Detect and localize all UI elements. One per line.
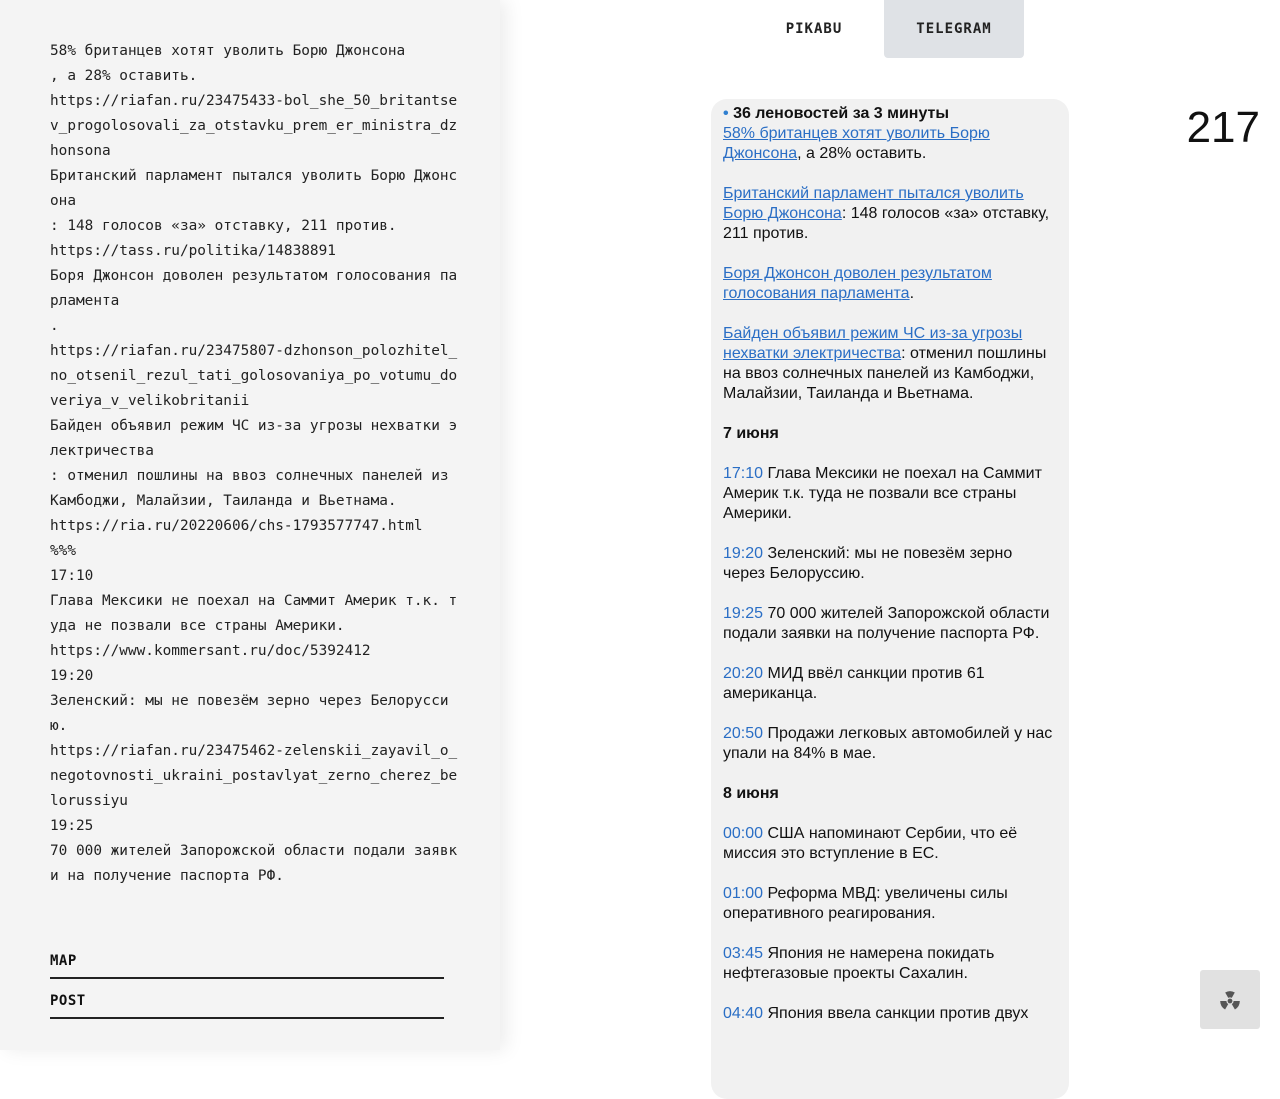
news-link[interactable]: Байден объявил режим ЧС из-за угрозы нехватки электричества [723, 325, 1023, 362]
news-text: Глава Мексики не поехал на Саммит Америк т.к. туда не позвали все страны Америки. [723, 465, 1042, 522]
news-text: : 148 голосов «за» отставку, 211 против. [723, 205, 1050, 242]
news-item [723, 944, 1057, 984]
news-text: Япония ввела санкции против двух [763, 1005, 1029, 1022]
news-paragraph [723, 124, 1057, 164]
news-paragraph [723, 184, 1057, 244]
editor-panel [0, 0, 500, 1050]
news-paragraph [723, 264, 1057, 304]
news-paragraph [723, 324, 1057, 404]
news-time-link[interactable]: 00:00 [723, 825, 764, 842]
radiation-button[interactable] [1200, 970, 1260, 1029]
tab-pikabu[interactable]: PIKABU [785, 21, 843, 37]
tab-telegram[interactable]: TELEGRAM [884, 0, 1024, 58]
news-text: США напоминают Сербии, что её миссия это вступление в ЕС. [723, 825, 1018, 862]
news-text: Япония не намерена покидать нефтегазовые проекты Сахалин. [723, 945, 995, 982]
news-item [723, 724, 1057, 764]
news-link[interactable]: Британский парламент пытался уволить Борю Джонсона [723, 185, 1024, 222]
raw-news-textarea[interactable]: 58% британцев хотят уволить Борю Джонсона , а 28% оставить. https://riafan.ru/23475433-bol_she_50_britantsev_progolosovali_za_otstavku_prem_er_ministra_dzhonsona Британский парламент пытался уволить Борю Джонсона : 148 голосов «за» отставку, 211 против. https://tass.ru/politika/14838891 Боря Джонсон доволен результатом голосования парламента . https://riafan.ru/23475807-dzhonson_polozhitel_no_otsenil_rezul_tati_golosovaniya_po_votumu_doveriya_v_velikobritanii Байден объявил режим ЧС из-за угрозы нехватки электричества : отменил пошлины на ввоз солнечных панелей из Камбоджи, Малайзии, Таиланда и Вьетнама. https://ria.ru/20220606/chs-1793577747.html %%% 17:10 Глава Мексики не поехал на Саммит Америк т.к. туда не позвали все страны Америки. https://www.kommersant.ru/doc/5392412 19:20 Зеленский: мы не повезём зерно через Белоруссию. https://riafan.ru/23475462-zelenskii_zayavil_o_negotovnosti_ukraini_postavlyat_zerno_cherez_belorussiyu 19:25 70 000 жителей Запорожской области подали заявки на получение паспорта РФ. [50, 43, 458, 884]
news-text: Продажи легковых автомобилей у нас упали на 84% в мае. [723, 725, 1053, 762]
news-time-link[interactable]: 17:10 [723, 465, 764, 482]
character-counter: 217 [1186, 103, 1260, 152]
news-item [723, 464, 1057, 524]
news-text: , а 28% оставить. [797, 145, 927, 162]
news-text: : отменил пошлины на ввоз солнечных панелей из Камбоджи, Малайзии, Таиланда и Вьетнама. [723, 345, 1047, 402]
news-link[interactable]: Боря Джонсон доволен результатом голосования парламента [723, 265, 992, 302]
news-item [723, 824, 1057, 864]
news-time-link[interactable]: 19:25 [723, 605, 764, 622]
bullet-dot: • [723, 105, 729, 122]
message-title [723, 104, 1057, 124]
news-item [723, 544, 1057, 584]
news-time-link[interactable]: 20:50 [723, 725, 764, 742]
news-item [723, 884, 1057, 924]
news-time-link[interactable]: 20:20 [723, 665, 764, 682]
news-link[interactable]: 58% британцев хотят уволить Борю Джонсона [723, 125, 990, 162]
news-item [723, 1004, 1057, 1024]
news-time-link[interactable]: 03:45 [723, 945, 764, 962]
news-text: 70 000 жителей Запорожской области подали заявки на получение паспорта РФ. [723, 605, 1050, 642]
message-title-text: 36 леновостей за 3 минуты [733, 105, 950, 122]
date-heading: 8 июня [723, 785, 779, 802]
telegram-message-preview [711, 99, 1069, 1099]
radiation-icon [1215, 985, 1245, 1015]
news-text: МИД ввёл санкции против 61 американца. [723, 665, 985, 702]
news-text: Реформа МВД: увеличены силы оперативного реагирования. [723, 885, 1008, 922]
news-time-link[interactable]: 19:20 [723, 545, 764, 562]
post-button[interactable]: POST [50, 993, 444, 1019]
source-tabs [744, 0, 1024, 58]
news-time-link[interactable]: 04:40 [723, 1005, 764, 1022]
news-item [723, 664, 1057, 704]
news-text: . [909, 285, 915, 302]
news-text: Зеленский: мы не повезём зерно через Белоруссию. [723, 545, 1013, 582]
news-time-link[interactable]: 01:00 [723, 885, 764, 902]
map-button[interactable]: MAP [50, 953, 444, 979]
date-heading: 7 июня [723, 425, 779, 442]
news-item [723, 604, 1057, 644]
